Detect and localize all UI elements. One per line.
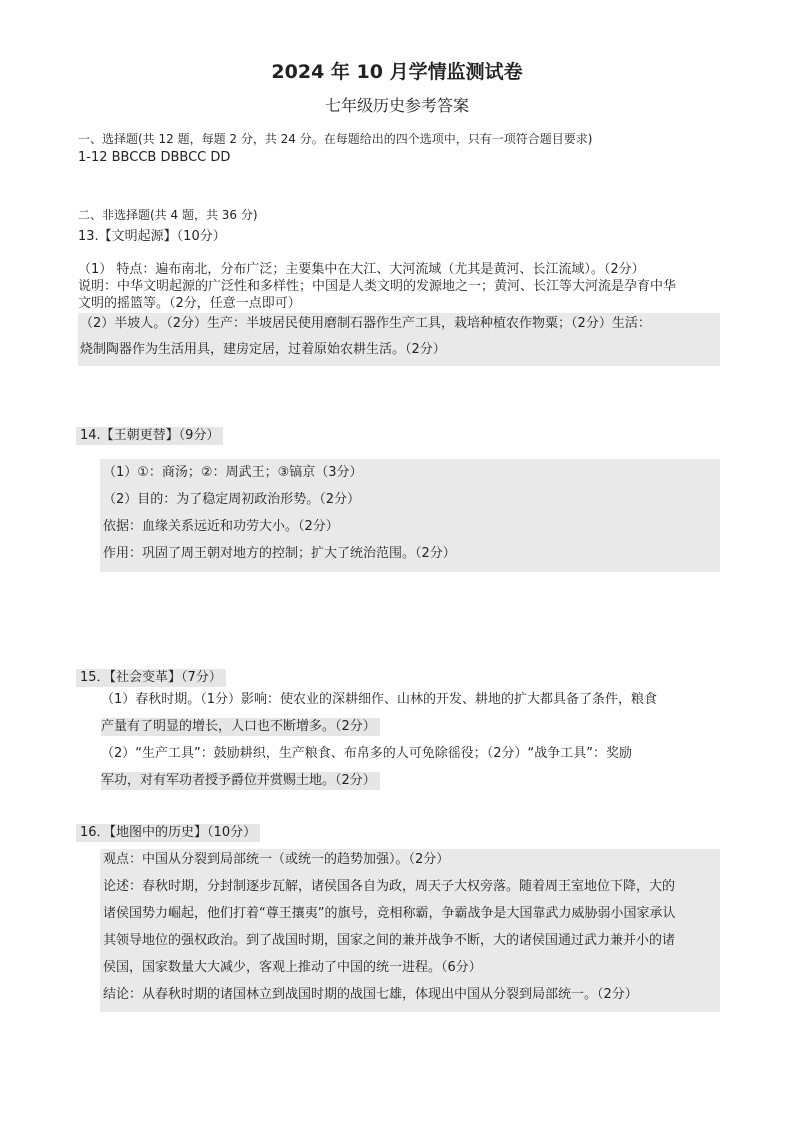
q16-line-1: 观点：中国从分裂到局部统一（或统一的趋势加强）。（2分） <box>103 852 450 867</box>
q15-line-3: （2）“生产工具”：鼓励耕织，生产粮食、布帛多的人可免除徭役；（2分）“战争工具”：奖励 <box>101 746 632 761</box>
q16-line-4: 其领导地位的强权政治。到了战国时期，国家之间的兼并战争不断，大的诸侯国通过武力兼并小的诸 <box>103 933 676 948</box>
page-title: 2024 年 10 月学情监测试卷 <box>271 61 523 83</box>
q13-line-5: 烧制陶器作为生活用具，建房定居，过着原始农耕生活。（2分） <box>80 342 446 357</box>
q13-line-3: 文明的摇篮等。（2分，任意一点即可） <box>78 296 301 311</box>
page-subtitle: 七年级历史参考答案 <box>324 96 469 115</box>
q15-line-1: （1）春秋时期。（1分）影响：使农业的深耕细作、山林的开发、耕地的扩大都具备了条件，粮食 <box>101 692 658 707</box>
q13-line-2: 说明：中华文明起源的广泛性和多样性；中国是人类文明的发源地之一；黄河、长江等大河流是孕育中华 <box>78 279 677 294</box>
q14-line-1: （1）①：商汤；②：周武王；③镐京（3分） <box>103 465 363 480</box>
q16-line-2: 论述：春秋时期，分封制逐步瓦解，诸侯国各自为政，周天子大权旁落。随着周王室地位下降，大的 <box>103 879 676 894</box>
q14-line-3: 依据：血缘关系远近和功劳大小。（2分） <box>103 519 339 534</box>
section1-heading: 一、选择题(共 12 题，每题 2 分，共 24 分。在每题给出的四个选项中，只有一项符合题目要求) <box>78 132 593 146</box>
q15-line-2: 产量有了明显的增长，人口也不断增多。（2分） <box>101 718 380 736</box>
q13-line-1: （1） 特点：遍布南北，分布广泛；主要集中在大江、大河流域（尤其是黄河、长江流域）。（2分） <box>78 262 645 277</box>
q13-title: 13.【文明起源】（10分） <box>78 229 226 244</box>
q14-line-4: 作用：巩固了周王朝对地方的控制；扩大了统治范围。（2分） <box>103 546 456 561</box>
q15-line-4: 军功，对有军功者授予爵位并赏赐土地。（2分） <box>101 772 380 790</box>
q16-line-5: 侯国，国家数量大大减少，客观上推动了中国的统一进程。（6分） <box>103 960 482 975</box>
q16-line-6: 结论：从春秋时期的诸国林立到战国时期的战国七雄，体现出中国从分裂到局部统一。（2分） <box>103 987 638 1002</box>
q16-title: 16．【地图中的历史】（10分） <box>76 824 260 842</box>
q14-title: 14.【王朝更替】（9分） <box>76 427 223 445</box>
q13-line-4: （2）半坡人。（2分）生产：半坡居民使用磨制石器作生产工具，栽培种植农作物粟；（2分）生活： <box>80 316 651 331</box>
section2-heading: 二、非选择题(共 4 题，共 36 分) <box>78 208 258 222</box>
section1-answers: 1-12 BBCCB DBBCC DD <box>78 150 231 165</box>
q14-line-2: （2）目的：为了稳定周初政治形势。（2分） <box>103 492 361 507</box>
q16-line-3: 诸侯国势力崛起，他们打着“尊王攘夷”的旗号，竞相称霸，争霸战争是大国靠武力威胁弱小国家承认 <box>103 906 676 921</box>
q15-title: 15．【社会变革】（7分） <box>76 669 226 687</box>
